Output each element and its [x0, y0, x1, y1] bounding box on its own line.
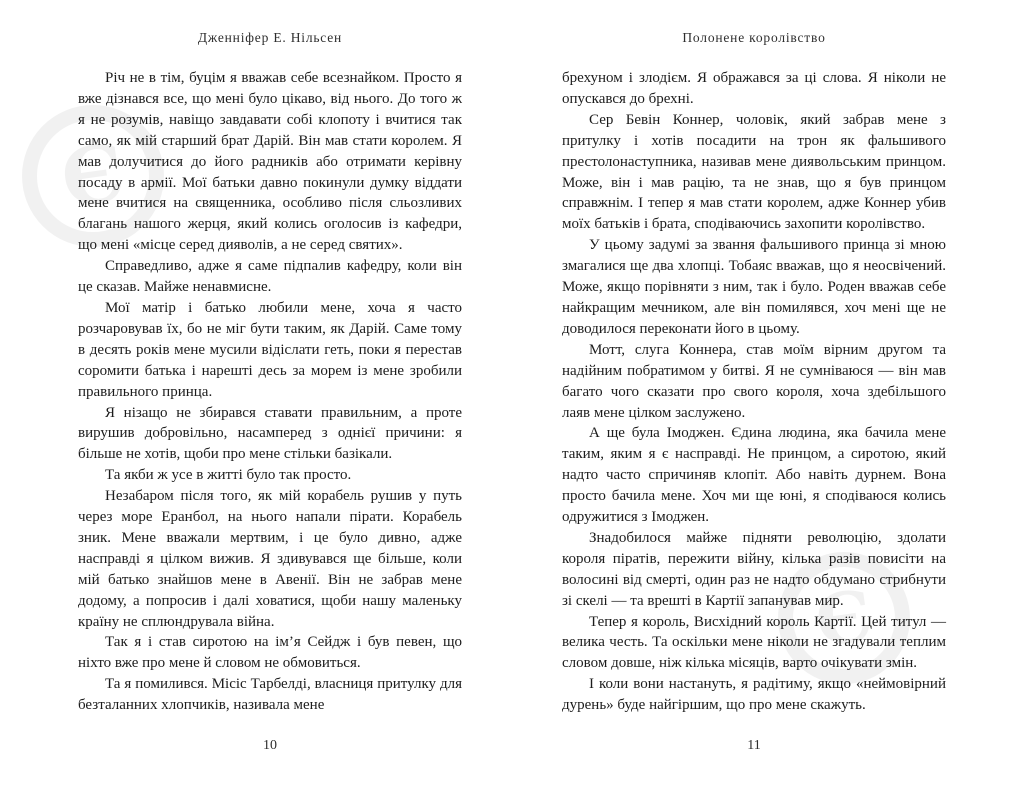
- paragraph: Я нізащо не збирався ставати правильним, а проте вирушив добровільно, насамперед з однієї причини: я більше не хотів, щоби про мене стільки базікали.: [78, 404, 462, 463]
- watermark-glyph: Є: [55, 126, 131, 226]
- paragraph: Річ не в тім, буцім я вважав себе всезнайком. Просто я вже дізнався все, що мені було цікаво, від нього. До того ж я не розумів, навіщо завдавати собі клопоту і вчитися так само, як мій старший брат Дарій. Він мав стати королем. Я мав долучитися до його радників або отримати керівну посаду в армії. Мої батьки давно покинули думку віддати мене вчитися на священника, особливо після сльозливих благань нашого жерця, який колись оголосив із кафедри, що мені «місце серед дияволів, а не серед святих».: [78, 70, 462, 254]
- running-head-title: Полонене королівство: [682, 30, 826, 45]
- paragraph: Незабаром після того, як мій корабель рушив у путь через море Еранбол, на нього напали пірати. Корабель зник. Мене вважали мертвим, і це було дивно, адже насправді я цілком вижив. Я здивувався ще більше, коли мій батько знайшов мене в Авенії. Він не забрав мене додому, а попросив і далі ховатися, щоби нашу маленьку країну не сплюндрувала війна.: [78, 488, 462, 630]
- paragraph: І коли вони настануть, я радітиму, якщо «неймовірний дурень» буде найгіршим, що про мене скажуть.: [562, 676, 946, 714]
- watermark-glyph: Є: [810, 573, 878, 663]
- paragraph: А ще була Імоджен. Єдина людина, яка бачила мене таким, яким я є насправді. Не принцом, а сиротою, який надто часто спричиняв клопіт. Або навіть дурнем. Вона просто бачила мене. Хоч ми ще юні, я сподіваюся колись одружитися з Імоджен.: [562, 425, 946, 526]
- paragraph: Мої матір і батько любили мене, хоча я часто розчаровував їх, бо не міг бути таким, як Дарій. Саме тому в десять років мене мусили відіслати геть, поки я перестав соромити батька і нарешті десь за морем із мене зробили правильного принца.: [78, 299, 462, 400]
- right-page: [512, 0, 1024, 788]
- paragraph-continuation: брехуном і злодієм. Я ображався за ці слова. Я ніколи не опускався до брехні.: [562, 70, 946, 107]
- paragraph: У цьому задумі за звання фальшивого принца зі мною змагалися ще два хлопці. Тобаяс вважав, що я неосвічений. Може, якщо порівняти з ним, так і було. Роден вважав себе найкращим мечником, але він помилявся, хоч мені ще не доводилося переконати його в цьому.: [562, 237, 946, 337]
- running-head-author: Дженніфер Е. Нільсен: [197, 30, 343, 45]
- right-page-text: [562, 68, 946, 716]
- paragraph: Тепер я король, Висхідний король Картії. Цей титул — велика честь. Та оскільки мене ніколи не згадували теплим словом довше, ніж кілька місяців, варто очікувати змін.: [562, 613, 946, 672]
- paragraph: Сер Бевін Коннер, чоловік, який забрав мене з притулку і хотів посадити на трон як фальшивого престолонаступника, називав мене диявольським принцом. Може, він і мав рацію, та не знав, що я був принцом справжнім. І тепер я мав стати королем, адже Коннер убив моїх батьків і брата, сподіваючись захопити королівство.: [562, 111, 946, 233]
- paragraph: Та я помилився. Місіс Тарбелді, власниця притулку для безталанних хлопчиків, називала мене: [78, 676, 462, 714]
- paragraph: Так я і став сиротою на ім’я Сейдж і був певен, що ніхто вже про мене й словом не обмовиться.: [78, 634, 462, 672]
- paragraph: Знадобилося майже підняти революцію, здолати короля піратів, пережити війну, кілька разів повисіти на волосині від смерті, один раз не надто обдумано стрибнути зі скелі — та врешті в Картії запанував мир.: [562, 529, 946, 609]
- left-page-text: [78, 68, 462, 716]
- paragraph: Та якби ж усе в житті було так просто.: [105, 467, 352, 484]
- page-number: 10: [263, 738, 277, 753]
- paragraph: Справедливо, адже я саме підпалив кафедру, коли він це сказав. Майже ненавмисне.: [78, 258, 462, 296]
- page-number: 11: [747, 738, 761, 753]
- paragraph: Мотт, слуга Коннера, став моїм вірним другом та надійним побратимом у битві. Я не сумніваюся — він мав багато чого сказати про свого короля, хоча здебільшого лаяв мене цілком заслужено.: [562, 341, 946, 421]
